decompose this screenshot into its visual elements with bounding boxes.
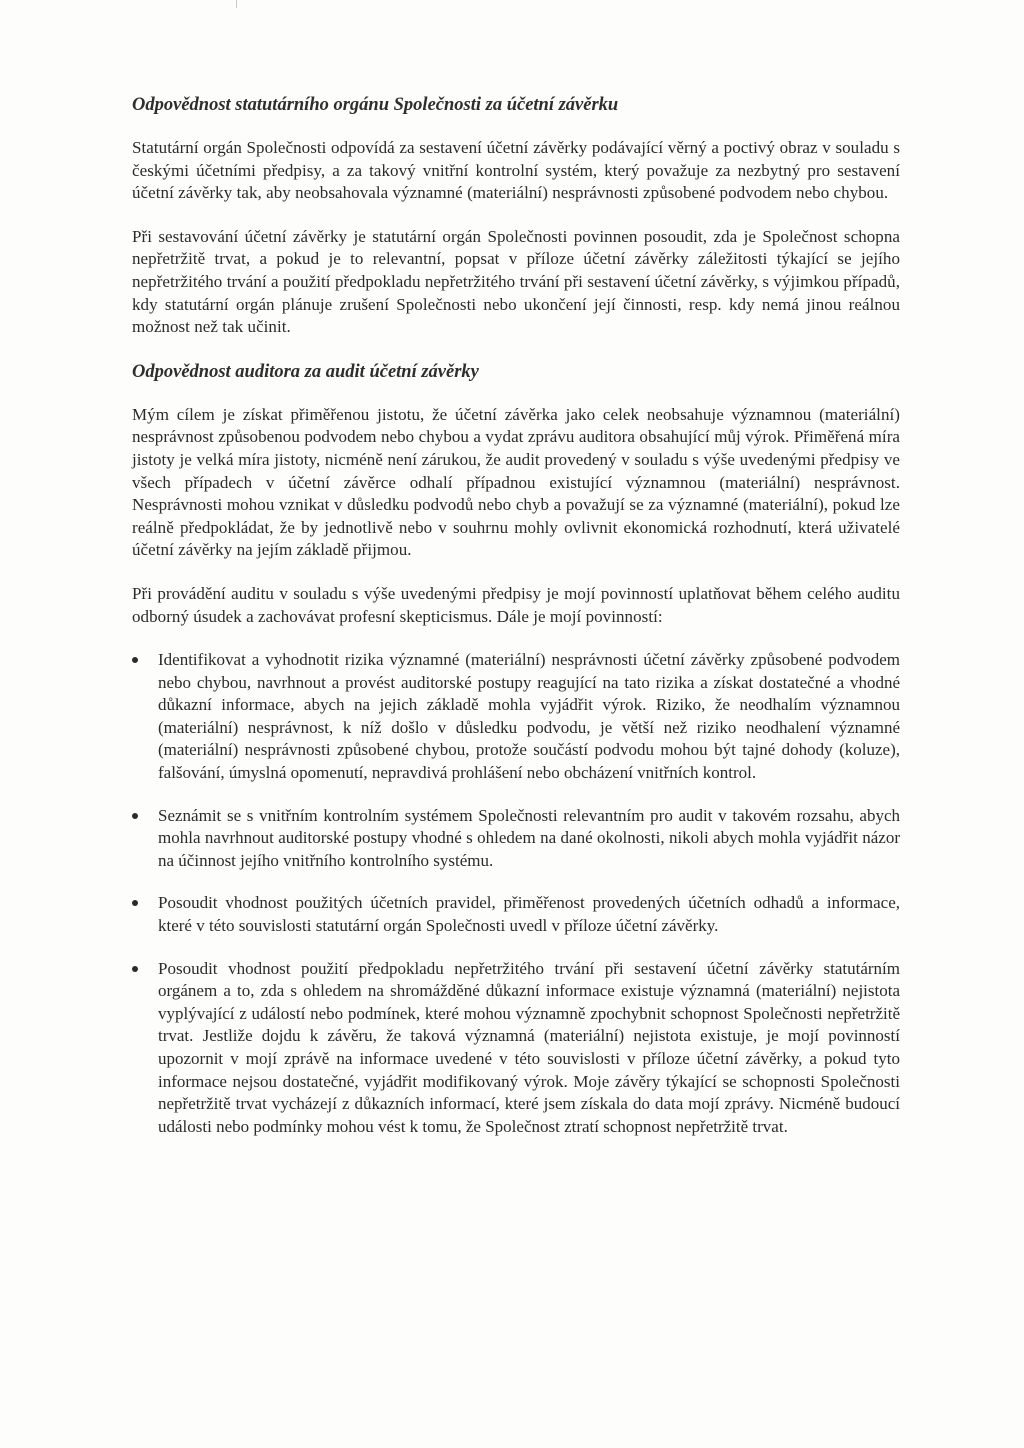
section-auditor-responsibility (132, 360, 900, 1139)
list-item-text: Identifikovat a vyhodnotit rizika významné (materiální) nesprávnosti účetní závěrky způsobené podvodem nebo chybou, navrhnout a provést auditorské postupy reagující na tato rizika a získat dostatečné a vhodné důkazní informace, abych na jejich základě mohla vyjádřit výrok. Riziko, že neodhalím významnou (materiální) nesprávnost, k níž došlo v důsledku podvodu, je větší než riziko neodhalení významné (materiální) nesprávnosti způsobené chybou, protože součástí podvodu mohou být tajné dohody (koluze), falšování, úmyslná opomenutí, nepravdivá prohlášení nebo obcházení vnitřních kontrol. (158, 650, 900, 783)
paragraph: Při sestavování účetní závěrky je statutární orgán Společnosti povinnen posoudit, zda je Společnost schopna nepřetržitě trvat, a pokud je to relevantní, popsat v příloze účetní závěrky záležitosti týkající se jejího nepřetržitého trvání a použití předpokladu nepřetržitého trvání při sestavení účetní závěrky, s výjimkou případů, kdy statutární orgán plánuje zrušení Společnosti nebo ukončení její činnosti, resp. kdy nemá jinou reálnou možnost než tak učinit. (132, 226, 900, 337)
paragraph: Statutární orgán Společnosti odpovídá za sestavení účetní závěrky podávající věrný a poctivý obraz v souladu s českými účetními předpisy, a za takový vnitřní kontrolní systém, který považuje za nezbytný pro sestavení účetní závěrky tak, aby neobsahovala významné (materiální) nesprávnosti způsobené podvodem nebo chybou. (132, 138, 900, 203)
paragraph: Při provádění auditu v souladu s výše uvedenými předpisy je mojí povinností uplatňovat během celého auditu odborný úsudek a zachovávat profesní skepticismus. Dále je mojí povinností: (132, 583, 900, 626)
section-heading: Odpovědnost auditora za audit účetní závěrky (132, 361, 479, 382)
bullet-icon (132, 900, 138, 906)
list-item-text: Posoudit vhodnost použití předpokladu nepřetržitého trvání při sestavení účetní závěrky statutárním orgánem a to, zda s ohledem na shromážděné důkazní informace existuje významná (materiální) nejistota vyplývající z událostí nebo podmínek, které mohou významně zpochybnit schopnost Společnosti nepřetržitě trvat. Jestliže dojdu k závěru, že taková významná (materiální) nejistota existuje, je mojí povinností upozornit v mojí zprávě na informace uvedené v této souvislosti v příloze účetní závěrky, a pokud tyto informace nejsou dostatečné, vyjádřit modifikovaný výrok. Moje závěry týkající se schopnosti Společnosti nepřetržitě trvat vycházejí z důkazních informací, které jsem získala do data mojí zprávy. Nicméně budoucí události nebo podmínky mohou vést k tomu, že Společnost ztratí schopnost nepřetržitě trvat. (158, 958, 900, 1136)
duties-list (132, 649, 900, 1138)
list-item (132, 649, 900, 785)
bullet-icon (132, 657, 138, 663)
bullet-icon (132, 966, 138, 972)
section-statutory-responsibility (132, 93, 900, 339)
list-item-text: Posoudit vhodnost použitých účetních pravidel, přiměřenost provedených účetních odhadů a informace, které v této souvislosti statutární orgán Společnosti uvedl v příloze účetní závěrky. (158, 893, 900, 936)
list-item-text: Seznámit se s vnitřním kontrolním systémem Společnosti relevantním pro audit v takovém rozsahu, abych mohla navrhnout auditorské postupy vhodné s ohledem na dané okolnosti, nikoli abych mohla vyjádřit názor na účinnost jejího vnitřního kontrolního systému. (158, 805, 900, 870)
document-body (132, 93, 900, 1158)
bullet-icon (132, 813, 138, 819)
list-item (132, 805, 900, 873)
scan-artifact (236, 0, 237, 8)
paragraph: Mým cílem je získat přiměřenou jistotu, že účetní závěrka jako celek neobsahuje významnou (materiální) nesprávnost způsobenou podvodem nebo chybou a vydat zprávu auditora obsahující můj výrok. Přiměřená míra jistoty je velká míra jistoty, nicméně není zárukou, že audit provedený v souladu s výše uvedenými předpisy ve všech případech v účetní závěrce odhalí případnou existující významnou (materiální) nesprávnost. Nesprávnosti mohou vznikat v důsledku podvodů nebo chyb a považují se za významné (materiální), pokud lze reálně předpokládat, že by jednotlivě nebo v souhrnu mohly ovlivnit ekonomická rozhodnutí, která uživatelé účetní závěrky na jejím základě přijmou. (132, 404, 900, 560)
list-item (132, 892, 900, 937)
section-heading: Odpovědnost statutárního orgánu Společnosti za účetní závěrku (132, 95, 619, 115)
list-item (132, 958, 900, 1139)
